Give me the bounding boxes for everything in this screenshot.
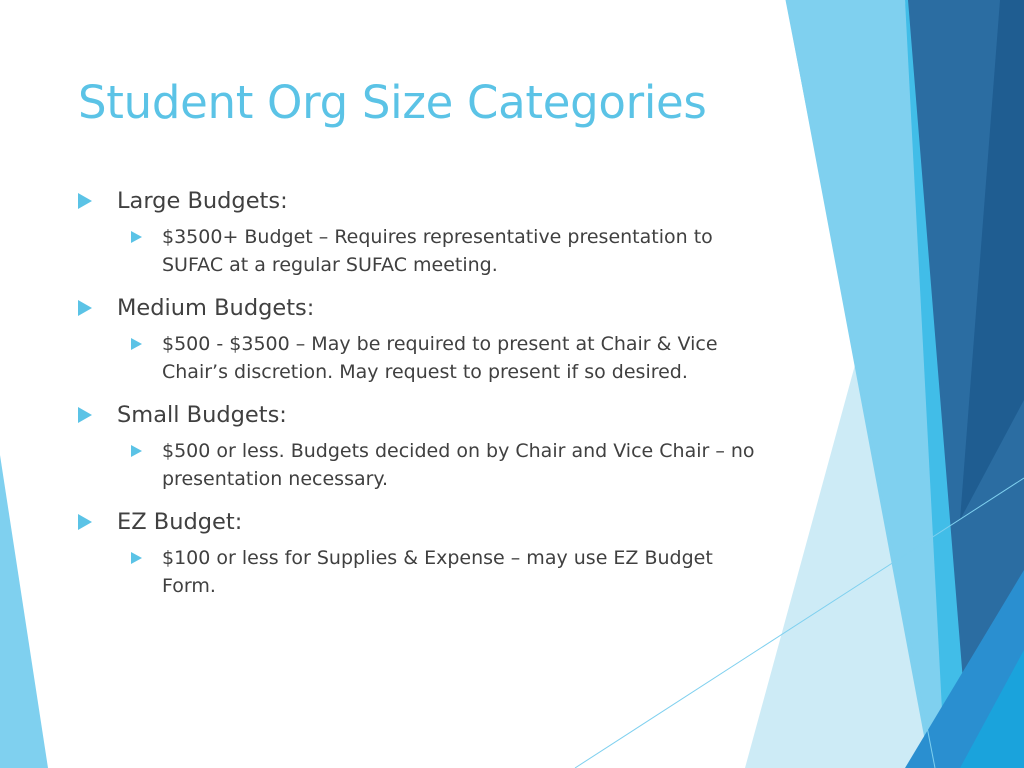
sub-bullet-large-budgets [131,224,768,279]
left-edge-stripe [0,455,48,768]
bullet-large-budgets [78,184,768,218]
triangle-bullet-icon [131,552,142,564]
bullet-medium-budgets [78,291,768,325]
bullet-detail: $3500+ Budget – Requires representative presentation to SUFAC at a regular SUFAC meeting. [162,226,713,276]
bullet-ez-budget [78,505,768,539]
bullet-small-budgets [78,398,768,432]
bullet-detail: $100 or less for Supplies & Expense – may use EZ Budget Form. [162,547,713,597]
sub-bullet-ez-budget [131,545,768,600]
triangle-bullet-icon [131,445,142,457]
triangle-bullet-icon [131,231,142,243]
triangle-bullet-icon [78,407,92,423]
bullet-detail: $500 or less. Budgets decided on by Chair and Vice Chair – no presentation necessary. [162,440,755,490]
sub-bullet-medium-budgets [131,331,768,386]
sub-bullet-small-budgets [131,438,768,493]
bullet-label: Small Budgets: [117,402,287,428]
bullet-detail: $500 - $3500 – May be required to present at Chair & Vice Chair’s discretion. May request to present if so desired. [162,333,718,383]
bullet-list [78,184,768,612]
triangle-bullet-icon [78,514,92,530]
triangle-bullet-icon [131,338,142,350]
bullet-label: Medium Budgets: [117,295,315,321]
slide-title: Student Org Size Categories [78,76,707,129]
bullet-label: EZ Budget: [117,509,243,535]
triangle-bullet-icon [78,300,92,316]
bullet-label: Large Budgets: [117,188,288,214]
triangle-bullet-icon [78,193,92,209]
